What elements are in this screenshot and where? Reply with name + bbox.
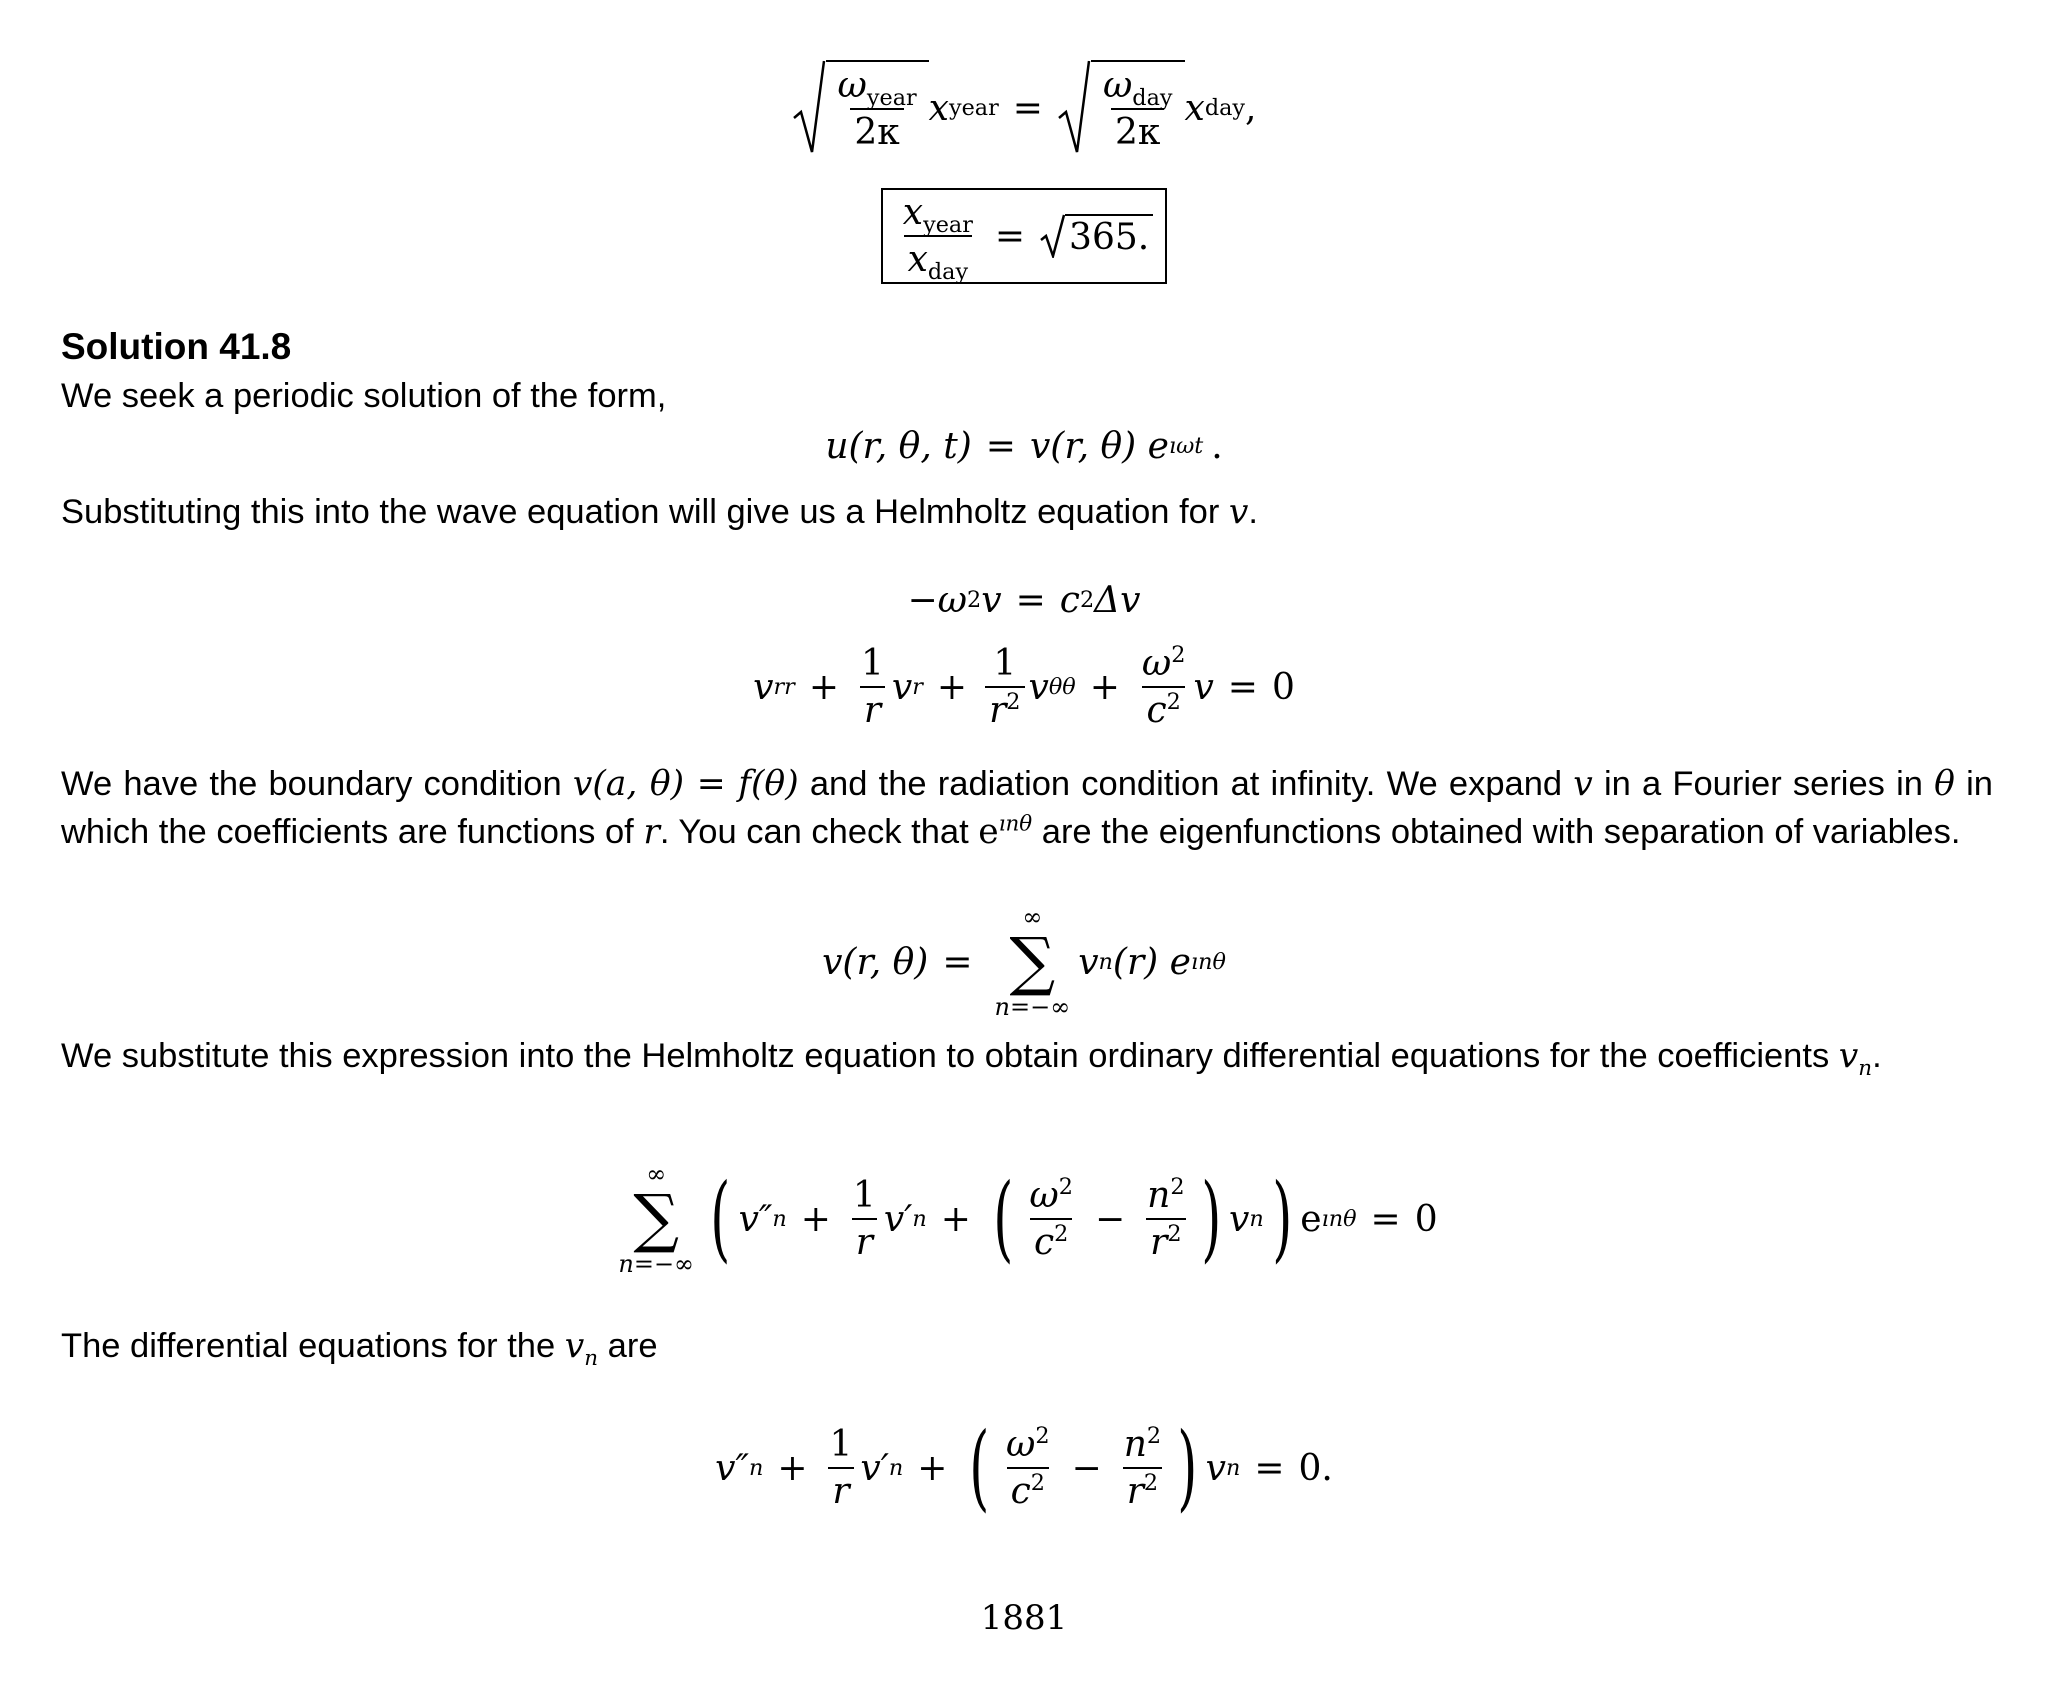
equation-helmholtz-1: −ω 2 v = c 2 Δv xyxy=(907,579,1141,621)
equation-bessel-ode: v″ n + $\frac{1}{r}$ v′ n + ( $\frac{\omega^2}{c^2}$ − $\frac{n^2}{r^2}$ ) v n = 0. xyxy=(715,1413,1333,1523)
solution-heading: Solution 41.8 xyxy=(61,326,292,367)
sqrt-day: $\frac{\omega_{day}}{2\kappa}$ xyxy=(1057,60,1185,156)
sqrt-year: $\frac{\omega_{year}}{2\kappa}$ xyxy=(792,60,929,156)
equation-fourier-series: v(r, θ) = ∞ ∑ n=−∞ v n (r) e ınθ xyxy=(822,903,1226,1021)
equation-boxed-result: $\frac{x_{year}}{x_{day}}$ = 365. xyxy=(0,182,2048,290)
radical-sign-icon xyxy=(792,60,826,156)
paragraph-substitute-expression: We substitute this expression into the Helmholtz equation to obtain ordinary differential equations for the coefficients $v_n$. xyxy=(61,1036,1882,1081)
paragraph-substitute: Substituting this into the wave equation will give us a Helmholtz equation for v. xyxy=(61,492,1259,532)
equation-helmholtz-polar: v rr + $\frac{1}{r}$ v r + $\frac{1}{r^2}$ v θθ + $\frac{\omega^2}{c^2}$ v = 0 xyxy=(753,641,1295,731)
paragraph-intro: We seek a periodic solution of the form, xyxy=(61,377,667,415)
radical-sign-icon xyxy=(1039,214,1065,258)
summation: ∞ ∑ n=−∞ xyxy=(618,1160,695,1278)
equation-summed-ode: ∞ ∑ n=−∞ ( v″ n + $\frac{1}{r}$ v′ n + ( $\frac{\omega^2}{c^2}$ − $\frac{n^2}{r^2}$ ) v n ) e ınθ = 0 xyxy=(618,1160,1438,1278)
radical-sign-icon xyxy=(1057,60,1091,156)
paragraph-differential-equations: The differential equations for the $v_n$ are xyxy=(61,1326,658,1371)
paragraph-boundary: We have the boundary condition v(a, θ) = f(θ) and the radiation condition at infinity. We expand v in a Fourier series in θ in which the coefficients are functions of r. You can check that $e^{ın\theta}$ are the eigenfunctions obtained with separation of variables. xyxy=(61,764,1993,852)
equation-ansatz: u(r, θ, t) = v(r, θ) e ıωt . xyxy=(825,425,1223,467)
page-number: 1881 xyxy=(980,1598,1068,1638)
summation: ∞ ∑ n=−∞ xyxy=(994,903,1071,1021)
equation-sqrt-ratio: $\frac{\omega_{year}}{2\kappa}$ x year = $\frac{\omega_{day}}{2\kappa}$ x day , xyxy=(0,58,2048,158)
